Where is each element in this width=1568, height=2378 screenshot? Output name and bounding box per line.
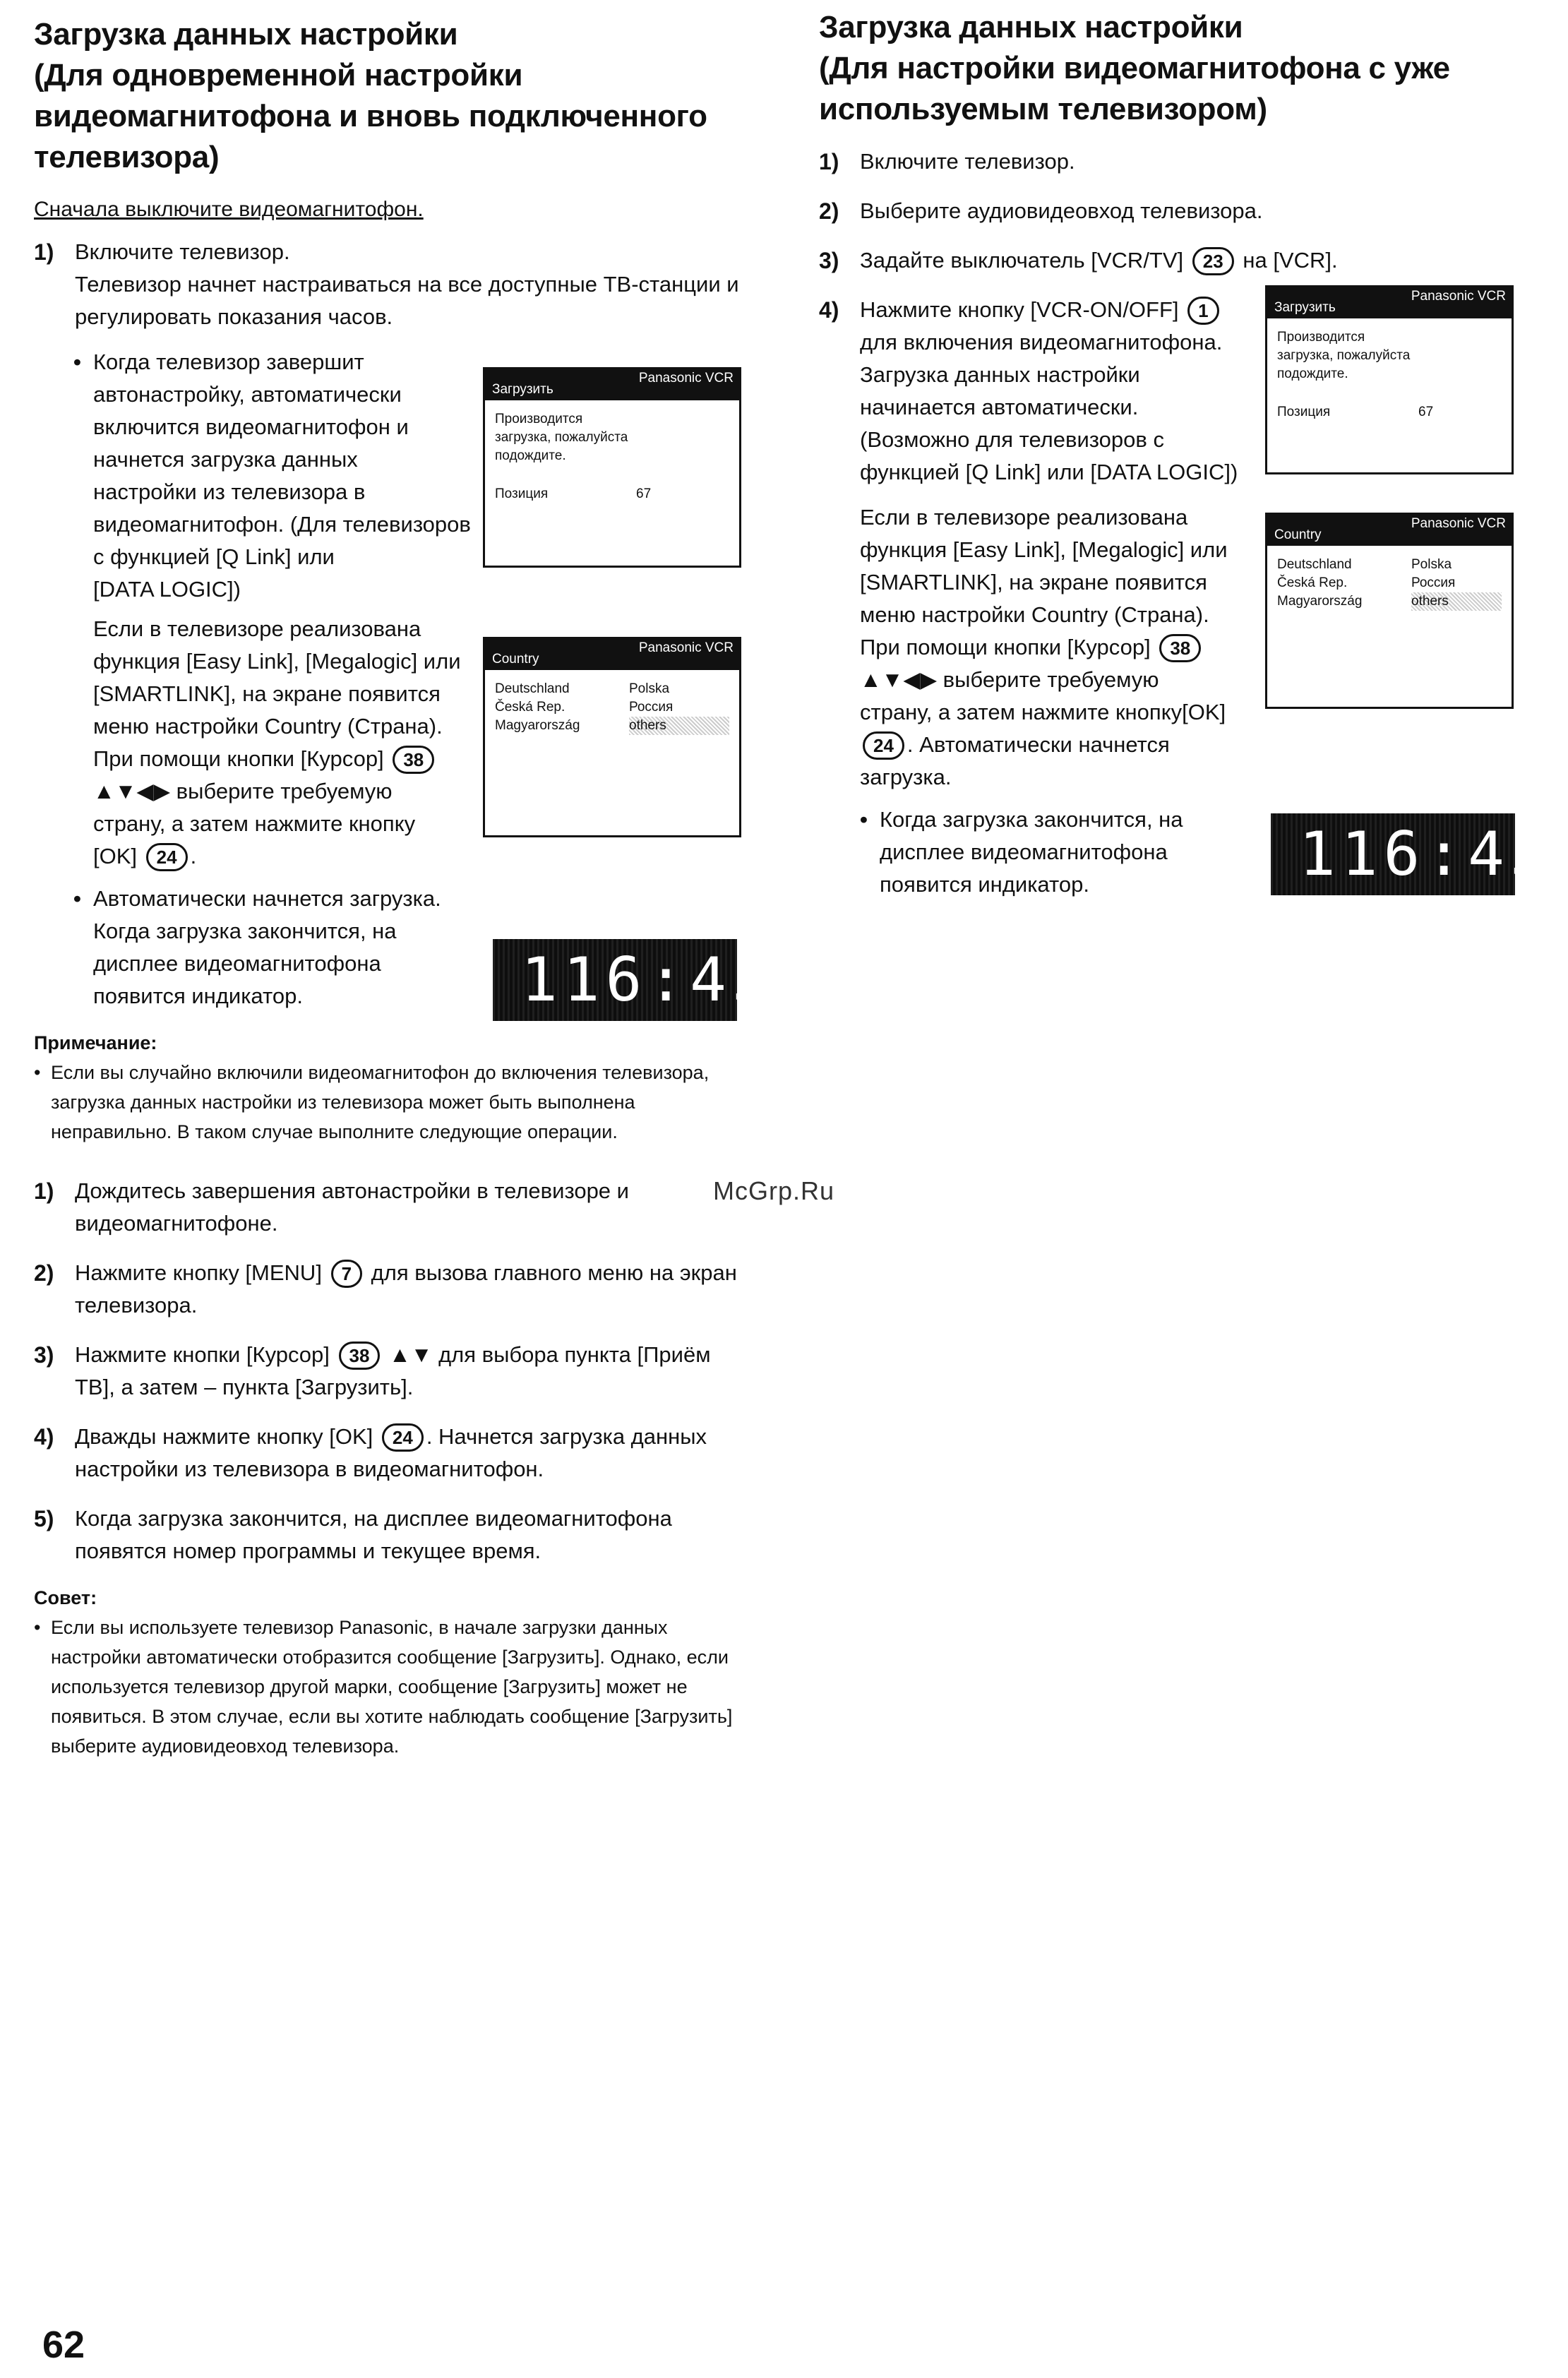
- left-column: [34, 14, 747, 1761]
- right-section-title: Загрузка данных настройки (Для настройки видеомагнитофона с уже используемым телевизором): [819, 10, 1450, 126]
- note-block: Примечание: • Если вы случайно включили видеомагнитофон до включения телевизора, загрузка данных настройки из телевизора может быть выполнена неправильно. В таком случае выполните следующие операции.: [34, 1028, 747, 1147]
- screen-header: Panasonic VCR Country: [485, 639, 739, 670]
- screen-header: Panasonic VCR Загрузить: [1267, 287, 1512, 318]
- left-bullet-autotune: • Когда телевизор завершит автонастройку, автоматически включится видеомагнитофон и начнется загрузка данных настройки из телевизора в видеомагнитофон. (Для телевизоров с функцией [Q Link] или [DATA LOGIC]): [73, 346, 497, 606]
- arrow-keys-icon: ▲▼◀▶: [860, 667, 938, 692]
- tv-screen-load-right: Panasonic VCR Загрузить Производится загрузка, пожалуйста подождите. Позиция 67: [1265, 285, 1514, 474]
- right-bullet-indicator: • Когда загрузка закончится, на дисплее видеомагнитофона появится индикатор.: [860, 803, 1255, 901]
- tv-screen-load-left: Panasonic VCR Загрузить Производится загрузка, пожалуйста подождите. Позиция 67: [483, 367, 741, 568]
- lcd-indicator-icon: *: [770, 980, 791, 1008]
- lcd-channel: 1: [1299, 819, 1341, 890]
- right-step-3: 3) Задайте выключатель [VCR/TV] 23 на [VCR].: [819, 244, 1525, 277]
- vcr-tv-switch-ref: 23: [1192, 247, 1234, 275]
- recovery-step-2: 2) Нажмите кнопку [MENU] 7 для вызова главного меню на экран телевизора.: [34, 1260, 737, 1318]
- lcd-time: 16:45: [1341, 819, 1552, 890]
- left-step-1: 1) Включите телевизор. Телевизор начнет настраиваться на все доступные ТВ-станции и регулировать показания часов.: [34, 239, 739, 329]
- ok-button-ref: 24: [146, 843, 188, 871]
- lcd-channel: 1: [521, 945, 563, 1015]
- right-step-2: 2) Выберите аудиовидеовход телевизора.: [819, 198, 1263, 224]
- tv-screen-country-left: Panasonic VCR Country Deutschland Polska Česká Rep. Россия Magyarország others: [483, 637, 741, 837]
- vcr-display-right: [1271, 813, 1568, 895]
- arrow-keys-icon: ▲▼◀▶: [93, 779, 171, 803]
- watermark: McGrp.Ru: [713, 1176, 835, 1205]
- cursor-button-ref: 38: [1159, 634, 1201, 662]
- right-country-paragraph: Если в телевизоре реализована функция [Easy Link], [Megalogic] или [SMARTLINK], на экране появится меню настройки Country (Страна). При помощи кнопки [Курсор] 38 ▲▼◀▶ выберите требуемую страну, а затем нажмите кнопку[OK] 24 . Автоматически начнется загрузка.: [860, 505, 1228, 789]
- lcd-time: 16:45: [563, 945, 774, 1015]
- power-button-ref: 1: [1187, 297, 1219, 325]
- recovery-step-4: 4) Дважды нажмите кнопку [OK] 24 . Начнется загрузка данных настройки из телевизора в видеомагнитофон.: [34, 1424, 707, 1481]
- bullet-dot: •: [73, 886, 81, 911]
- left-section-title: Загрузка данных настройки (Для одновременной настройки видеомагнитофона и вновь подключенного телевизора): [34, 17, 707, 174]
- tip-heading: Совет:: [34, 1587, 97, 1608]
- cursor-button-ref: 38: [339, 1342, 381, 1370]
- tip-block: Совет: • Если вы используете телевизор Panasonic, в начале загрузки данных настройки автоматически отобразится сообщение [Загрузить]. Однако, если используется телевизор другой марки, сообщение [Загрузить] может не появиться. В этом случае, если вы хотите наблюдать сообщение [Загрузить] выберите аудиовидеовход телевизора.: [34, 1583, 747, 1761]
- bullet-dot: •: [860, 807, 868, 832]
- menu-button-ref: 7: [331, 1260, 362, 1288]
- right-step-1: 1) Включите телевизор.: [819, 149, 1075, 174]
- screen-header: Panasonic VCR Country: [1267, 515, 1512, 546]
- left-country-paragraph: Если в телевизоре реализована функция [Easy Link], [Megalogic] или [SMARTLINK], на экране появится меню настройки Country (Страна). При помощи кнопки [Курсор] 38 ▲▼◀▶ выберите требуемую страну, а затем нажмите кнопку [OK] 24 .: [93, 613, 503, 873]
- recovery-steps: [34, 1175, 747, 1567]
- country-option-others: others: [629, 717, 729, 735]
- left-bullet-loading: • Автоматически начнется загрузка. Когда загрузка закончится, на дисплее видеомагнитофона появится индикатор.: [73, 883, 497, 1012]
- vcr-display-left: [493, 939, 791, 1021]
- precondition-text: Сначала выключите видеомагнитофон.: [34, 198, 424, 221]
- ok-button-ref: 24: [863, 731, 904, 760]
- cursor-button-ref: 38: [393, 746, 434, 774]
- bullet-dot: •: [73, 349, 81, 374]
- right-step-4: 4) Нажмите кнопку [VCR-ON/OFF] 1 для включения видеомагнитофона. Загрузка данных настройки начинается автоматически. (Возможно для телевизоров с функцией [Q Link] или [DATA LOGIC]): [819, 297, 1238, 484]
- recovery-step-5: 5) Когда загрузка закончится, на дисплее видеомагнитофона появятся номер программы и текущее время.: [34, 1506, 672, 1563]
- arrow-keys-icon: ▲▼: [389, 1342, 433, 1367]
- ok-button-ref: 24: [382, 1423, 424, 1452]
- screen-header: Panasonic VCR Загрузить: [485, 369, 739, 400]
- lcd-indicator-icon: *: [1548, 854, 1568, 883]
- recovery-step-3: 3) Нажмите кнопки [Курсор] 38 ▲▼ для выбора пункта [Приём ТВ], а затем – пункта [Загрузить].: [34, 1342, 711, 1399]
- country-option-others: others: [1411, 592, 1502, 611]
- recovery-step-1: 1) Дождитесь завершения автонастройки в телевизоре и видеомагнитофоне.: [34, 1178, 629, 1236]
- tv-screen-country-right: Panasonic VCR Country Deutschland Polska Česká Rep. Россия Magyarország others: [1265, 513, 1514, 709]
- page-number: 62: [42, 2324, 85, 2366]
- note-heading: Примечание:: [34, 1032, 157, 1053]
